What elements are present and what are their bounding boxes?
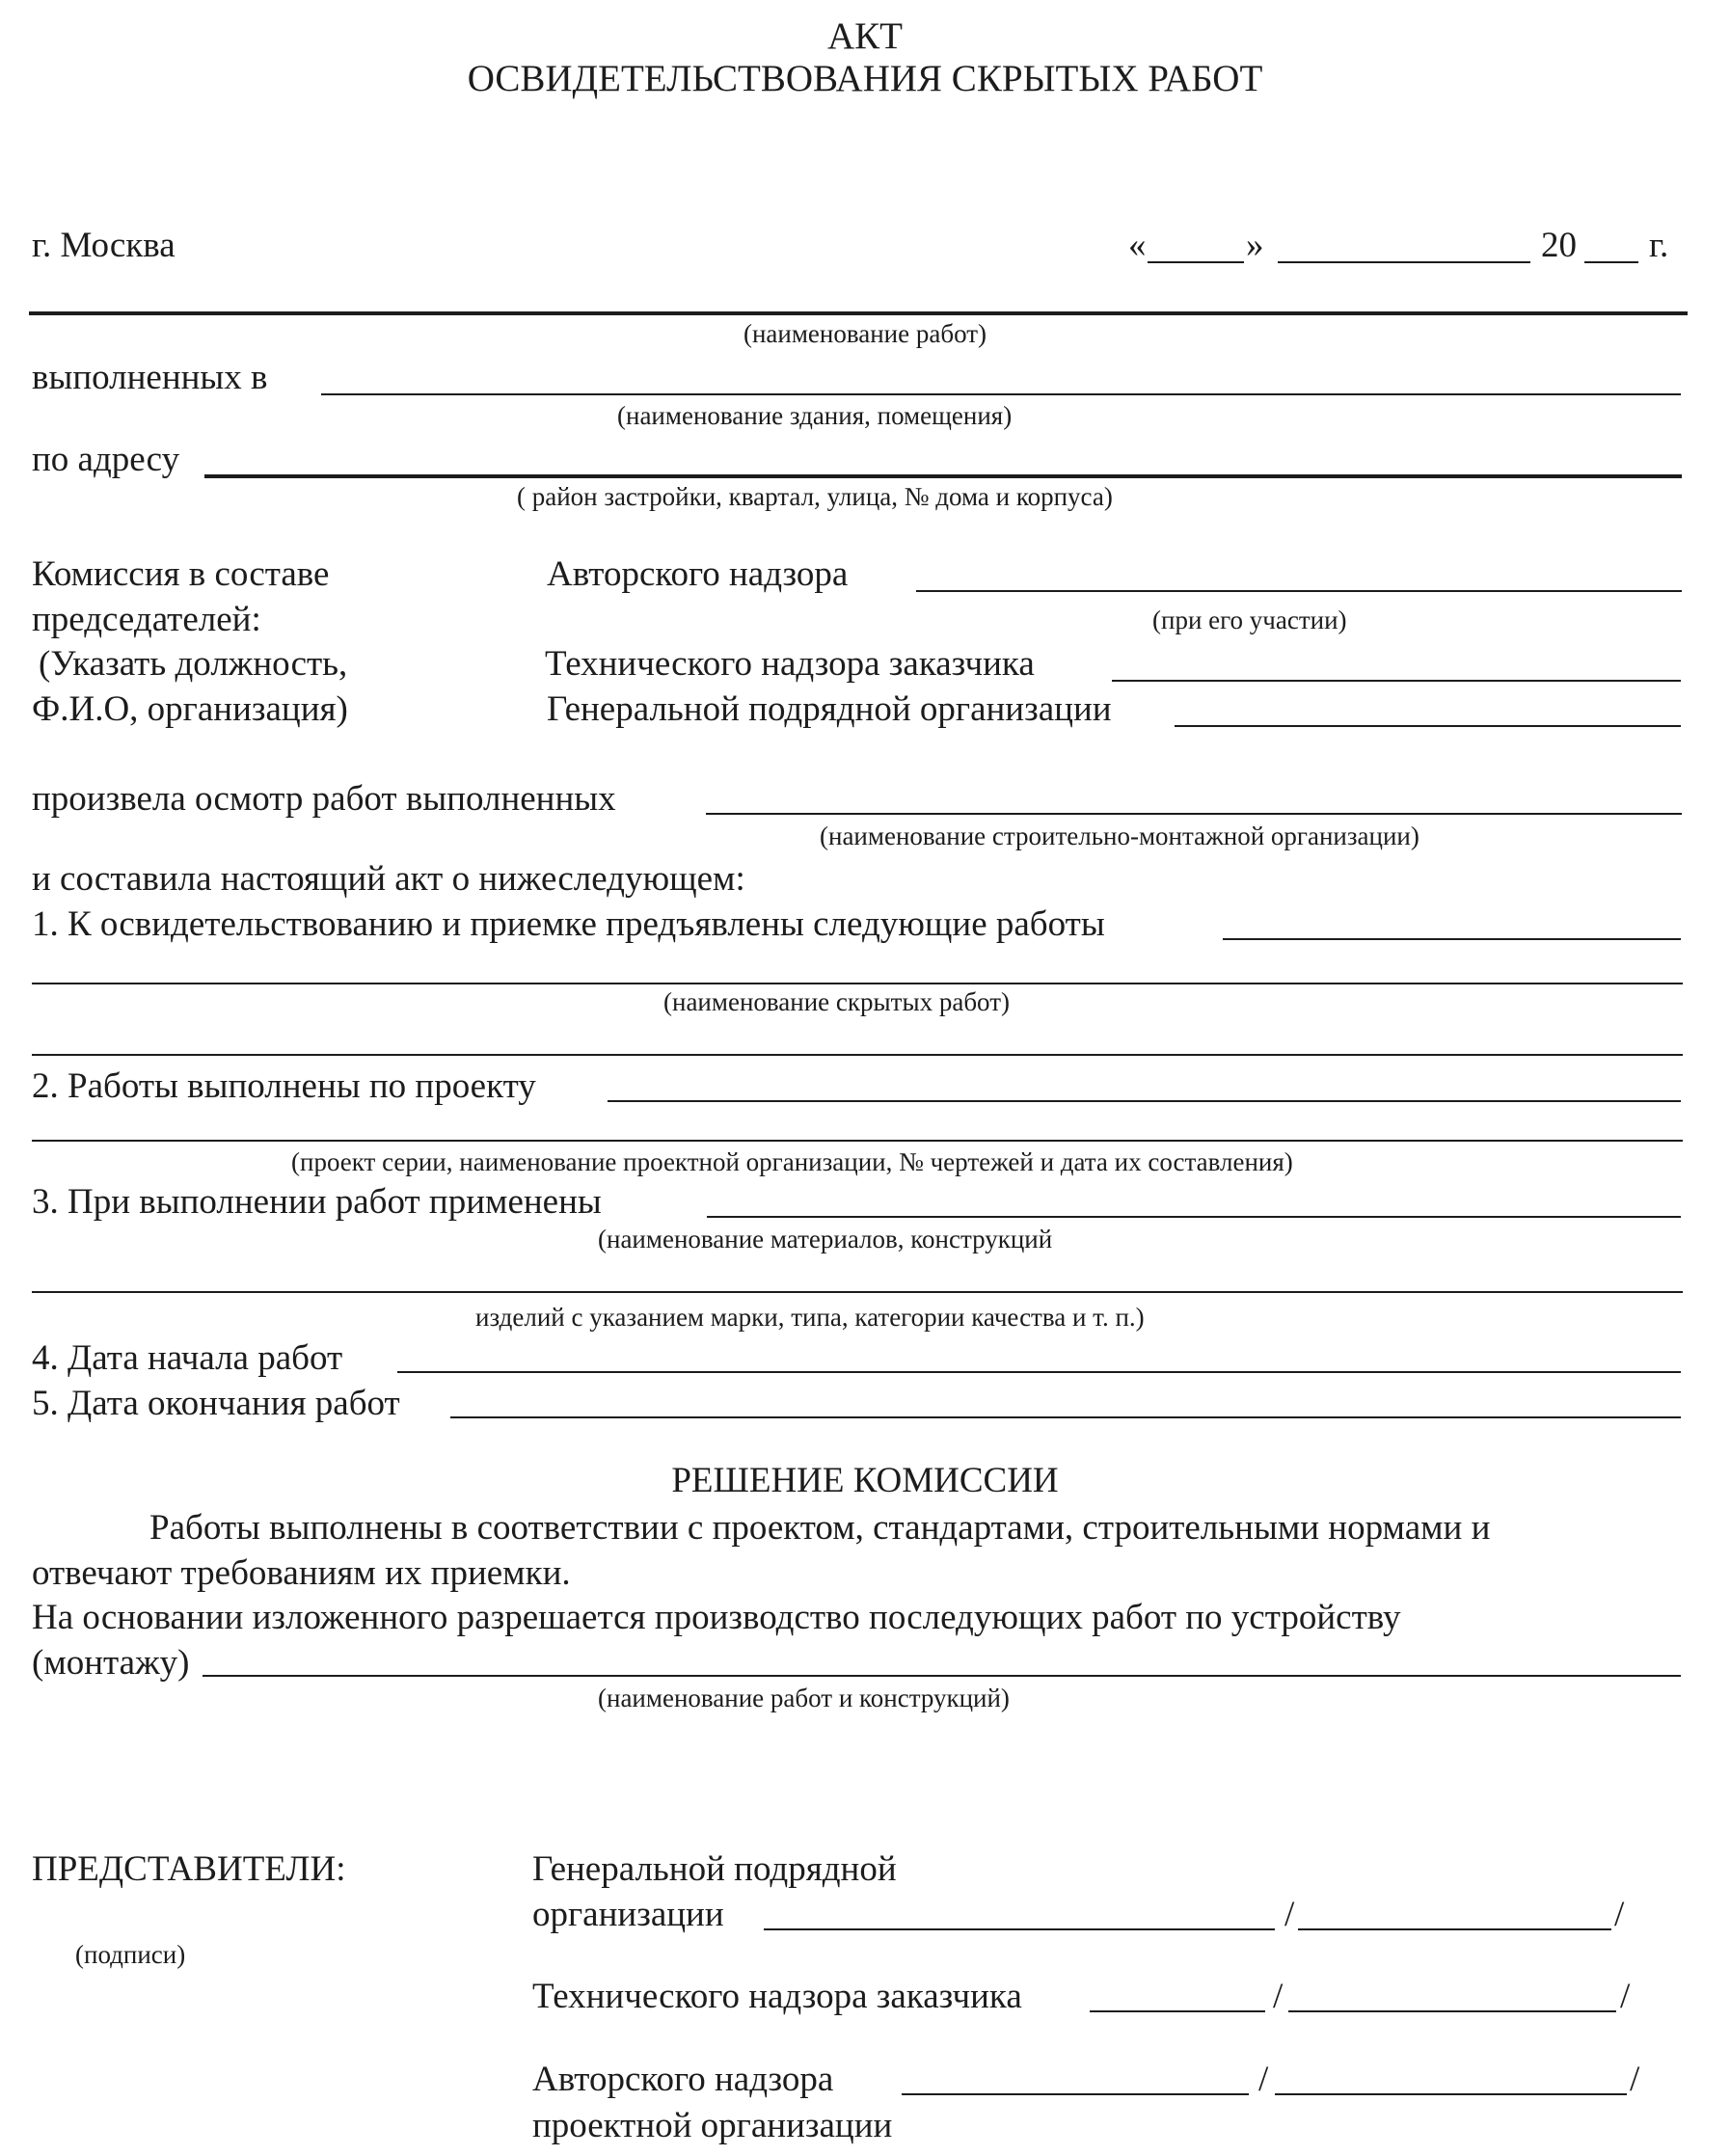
general-contractor-field[interactable] [1175,725,1681,727]
works-name-field[interactable] [29,311,1688,315]
rep-technical-separator-2: / [1620,1977,1631,2016]
rep-technical-label: Технического надзора заказчика [532,1977,1022,2016]
item4-label: 4. Дата начала работ [32,1338,343,1378]
address-label: по адресу [32,440,180,479]
representatives-title: ПРЕДСТАВИТЕЛИ: [32,1849,346,1889]
item3-label: 3. При выполнении работ применены [32,1182,602,1222]
inspection-label: произвела осмотр работ выполненных [32,779,616,819]
date-year-field[interactable] [1584,261,1638,263]
author-supervision-label: Авторского надзора [547,554,849,594]
rep-author-label-1: Авторского надзора [532,2060,834,2099]
rep-technical-signature-field[interactable] [1090,2010,1265,2012]
rep-author-name-field[interactable] [1275,2093,1627,2095]
date-month-field[interactable] [1278,261,1530,263]
rep-author-separator-1: / [1258,2060,1269,2099]
commission-label-1: Комиссия в составе [32,554,330,594]
building-caption: (наименование здания, помещения) [617,401,1013,430]
decision-caption: (наименование работ и конструкций) [598,1684,1010,1712]
commission-label-4: Ф.И.О, организация) [32,689,348,729]
decision-line-2: отвечают требованиям их приемки. [32,1553,571,1593]
performed-in-label: выполненных в [32,358,268,397]
works-name-caption: (наименование работ) [743,319,987,348]
author-supervision-field[interactable] [916,590,1682,592]
commission-label-2: председателей: [32,600,261,639]
item3-caption-1: (наименование материалов, конструкций [598,1225,1053,1253]
decision-line-3: На основании изложенного разрешается производство последующих работ по устройству [32,1598,1401,1637]
rep-author-signature-field[interactable] [902,2093,1249,2095]
document-title: АКТ [827,15,903,57]
date-quote-open: « [1128,226,1147,265]
rep-general-label-2: организации [532,1895,724,1934]
item1-caption: (наименование скрытых работ) [663,987,1010,1016]
inspection-intro: и составила настоящий акт о нижеследующем: [32,859,745,899]
address-caption: ( район застройки, квартал, улица, № дома и корпуса) [517,482,1113,511]
date-quote-close: » [1246,226,1264,265]
general-contractor-label: Генеральной подрядной организации [547,689,1112,729]
author-supervision-caption: (при его участии) [1152,606,1347,634]
document-subtitle: ОСВИДЕТЕЛЬСТВОВАНИЯ СКРЫТЫХ РАБОТ [467,58,1263,99]
commission-label-3: (Указать должность, [39,644,348,684]
rep-general-separator-1: / [1284,1895,1295,1934]
decision-line-4-label: (монтажу) [32,1643,190,1683]
date-year-suffix: г. [1649,226,1669,265]
item1-field-line3[interactable] [32,1054,1683,1056]
technical-supervision-label: Технического надзора заказчика [545,644,1035,684]
item1-label: 1. К освидетельствованию и приемке предъявлены следующие работы [32,904,1105,944]
rep-general-separator-2: / [1614,1895,1625,1934]
item3-caption-2: изделий с указанием марки, типа, категории качества и т. п.) [475,1303,1145,1332]
date-day-field[interactable] [1148,261,1244,263]
rep-general-label-1: Генеральной подрядной [532,1849,897,1889]
item2-label: 2. Работы выполнены по проекту [32,1066,536,1106]
technical-supervision-field[interactable] [1112,680,1681,682]
decision-title: РЕШЕНИЕ КОМИССИИ [671,1461,1059,1500]
item5-label: 5. Дата окончания работ [32,1384,400,1423]
rep-technical-name-field[interactable] [1288,2010,1616,2012]
item2-caption: (проект серии, наименование проектной организации, № чертежей и дата их составления) [291,1147,1293,1176]
date-year-prefix: 20 [1541,226,1577,265]
signatures-note: (подписи) [75,1940,186,1969]
end-date-field[interactable] [450,1416,1681,1418]
building-field[interactable] [321,393,1681,395]
inspection-field[interactable] [706,813,1682,815]
rep-general-name-field[interactable] [1298,1928,1611,1930]
item2-field[interactable] [608,1100,1681,1102]
address-field[interactable] [204,474,1682,478]
start-date-field[interactable] [397,1371,1681,1373]
item2-field-line2[interactable] [32,1140,1683,1142]
rep-technical-separator-1: / [1273,1977,1284,2016]
item3-field-line2[interactable] [32,1291,1683,1293]
inspection-caption: (наименование строительно-монтажной организации) [820,822,1419,850]
item1-field[interactable] [1223,938,1681,940]
rep-general-signature-field[interactable] [764,1928,1275,1930]
rep-author-separator-2: / [1630,2060,1640,2099]
item3-field[interactable] [707,1216,1681,1218]
rep-author-label-2: проектной организации [532,2106,893,2145]
item1-field-line2[interactable] [32,983,1683,984]
subsequent-works-field[interactable] [203,1675,1681,1677]
city-label: г. Москва [32,226,176,265]
decision-line-1: Работы выполнены в соответствии с проектом, стандартами, строительными нормами и [149,1508,1491,1548]
